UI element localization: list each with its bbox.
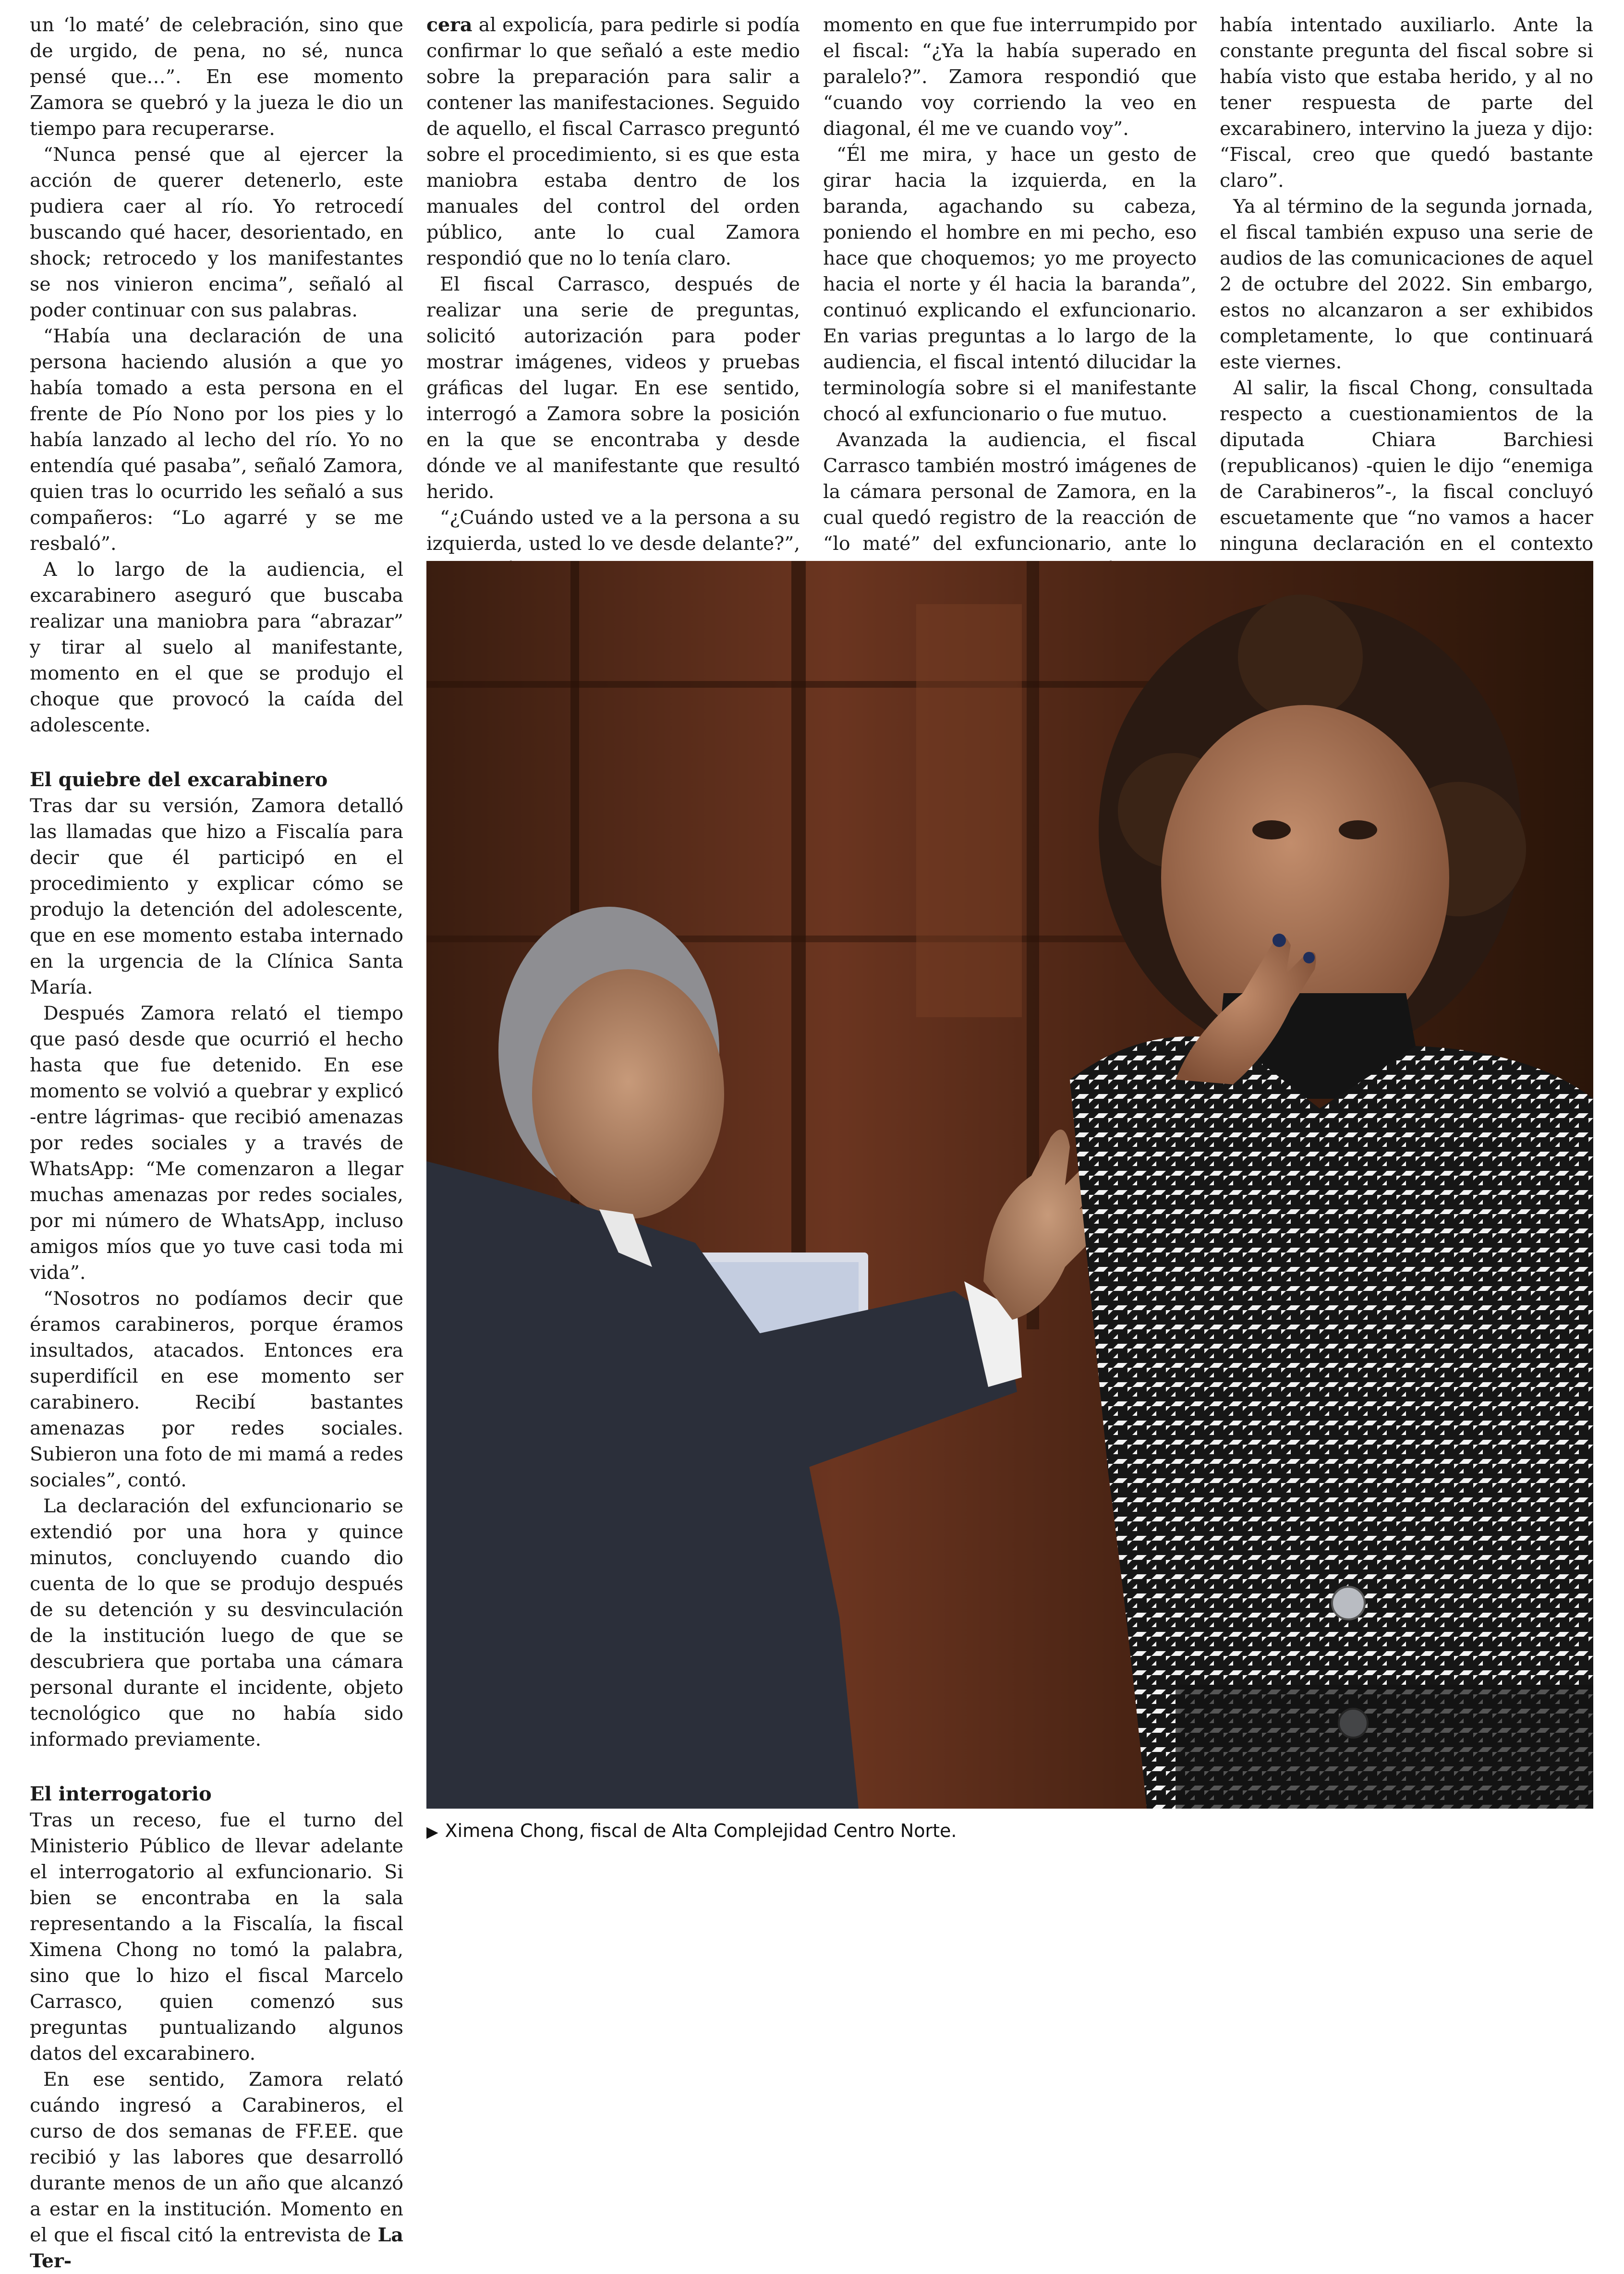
paragraph (426, 12, 800, 271)
paragraph: momento en que fue interrumpido por el fiscal: “¿Ya la había superado en paralelo?”. Zamora respondió que “cuando voy corriendo la veo en diagonal, él me ve cuando voy”. (823, 14, 1197, 140)
newspaper-name-bold: La Ter- (30, 2224, 403, 2272)
courtroom-photo (426, 561, 1593, 1809)
paragraph (30, 2067, 403, 2274)
paragraph: Después Zamora relató el tiempo que pasó desde que ocurrió el hecho hasta que fue detenido. En ese momento se volvió a quebrar y explicó -entre lágrimas- que recibió amenazas por redes sociales y a través de WhatsApp: “Me comenzaron a llegar muchas amenazas por redes sociales, por mi número de WhatsApp, incluso amigos míos que yo tuve casi toda mi vida”. (30, 1002, 403, 1284)
newspaper-name-bold: cera (426, 14, 473, 36)
paragraph: “¿Cuándo usted ve a la persona a su izquierda, usted lo ve desde delante?”, (426, 507, 800, 555)
paragraph: El fiscal Carrasco, después de realizar una serie de preguntas, solicitó autorización para poder mostrar imágenes, videos y pruebas gráficas del lugar. En ese sentido, interrogó a Zamora sobre la posición en la que se encontraba y desde dónde ve al manifestante que resultó herido. (426, 273, 800, 503)
section-heading: El interrogatorio (30, 1783, 212, 1805)
paragraph: Tras un receso, fue el turno del Ministerio Público de llevar adelante el interrogatorio al exfuncionario. Si bien se encontraba en la sala representando a la Fiscalía, la fiscal Ximena Chong no tomó la palabra, sino que lo hizo el fiscal Marcelo Carrasco, quien comenzó sus preguntas puntualizando algunos datos del excarabinero. (30, 1809, 403, 2065)
paragraph: La declaración del exfuncionario se extendió por una hora y quince minutos, concluyendo cuando dio cuenta de lo que se produjo después de su detención y su desvinculación de la institución luego de que se descubriera que portaba una cámara personal durante el incidente, objeto tecnológico que no había sido informado previamente. (30, 1495, 403, 1751)
caption-text: Ximena Chong, fiscal de Alta Complejidad Centro Norte. (445, 1820, 957, 1841)
section-heading: El quiebre del excarabinero (30, 768, 328, 791)
caption-arrow-icon: ▶ (426, 1823, 438, 1841)
paragraph: “Nunca pensé que al ejercer la acción de querer detenerlo, este pudiera caer al río. Yo retrocedí buscando qué hacer, desorientado, en shock; retrocedo y los manifestantes se nos vinieron encima”, señaló al poder continuar con sus palabras. (30, 144, 403, 321)
article-column-3 (823, 12, 1197, 583)
courtroom-photo-illustration (426, 561, 1593, 1809)
paragraph-text: al expolicía, para pedirle si podía confirmar lo que señaló a este medio sobre la preparación para salir a contener las manifestaciones. Seguido de aquello, el fiscal Carrasco preguntó sobre el procedimiento, si es que esta maniobra estaba dentro de los manuales del control del orden público, ante lo cual Zamora respondió que no lo tenía claro. (426, 14, 800, 269)
paragraph: un ‘lo maté’ de celebración, sino que de urgido, de pena, no sé, nunca pensé que…”. En ese momento Zamora se quebró y la jueza le dio un tiempo para recuperarse. (30, 14, 403, 140)
paragraph: había intentado auxiliarlo. Ante la constante pregunta del fiscal sobre si había visto que estaba herido, y al no tener respuesta de parte del excarabinero, intervino la jueza y dijo: “Fiscal, creo que quedó bastante claro”. (1220, 14, 1593, 192)
paragraph: “Había una declaración de una persona haciendo alusión a que yo había tomado a esta persona en el frente de Pío Nono por los pies y lo había lanzado al lecho del río. Yo no entendía qué pasaba”, señaló Zamora, quien tras lo ocurrido les señaló a sus compañeros: “Lo agarré y se me resbaló”. (30, 325, 403, 555)
article-column-1 (30, 12, 403, 2274)
article-column-2 (426, 12, 800, 634)
photo-caption (426, 1818, 1593, 1844)
paragraph: “Nosotros no podíamos decir que éramos carabineros, porque éramos insultados, atacados. Entonces era superdifícil en ese momento ser carabinero. Recibí bastantes amenazas por redes sociales. Subieron una foto de mi mamá a redes sociales”, contó. (30, 1288, 403, 1491)
paragraph: “Él me mira, y hace un gesto de girar hacia la izquierda, en la baranda, agachando su cabeza, poniendo el hombre en mi pecho, eso hace que choquemos; yo me proyecto hacia el norte y él hacia la baranda”, continuó explicando el exfuncionario. En varias preguntas a lo largo de la audiencia, el fiscal intentó dilucidar la terminología sobre si el manifestante chocó al exfuncionario o fue mutuo. (823, 144, 1197, 425)
paragraph-text: En ese sentido, Zamora relató cuándo ingresó a Carabineros, el curso de dos semanas de FF.EE. que recibió y las labores que desarrolló durante menos de un año que alcanzó a estar en la institución. Momento en el que el fiscal citó la entrevista de (30, 2068, 403, 2246)
paragraph: Ya al término de la segunda jornada, el fiscal también expuso una serie de audios de las comunicaciones de aquel 2 de octubre del 2022. Sin embargo, estos no alcanzaron a ser exhibidos completamente, lo que continuará este viernes. (1220, 195, 1593, 373)
paragraph: Tras dar su versión, Zamora detalló las llamadas que hizo a Fiscalía para decir que él participó en el procedimiento y explicar cómo se produjo la detención del adolescente, que en ese momento estaba internado en la urgencia de la Clínica Santa María. (30, 795, 403, 998)
paragraph-text: Al salir, la fiscal Chong, consultada respecto a cuestionamientos de la diputada Chiara Barchiesi (republicanos) -quien le dijo “enemiga de Carabineros”-, la fiscal concluyó escuetamente que “no vamos a hacer ninguna declaración en el contexto (1220, 377, 1593, 555)
paragraph: Avanzada la audiencia, el fiscal Carrasco también mostró imágenes de la cámara personal de Zamora, en la cual quedó registro de la reacción de “lo maté” del exfuncionario, ante lo (823, 429, 1197, 555)
paragraph: A lo largo de la audiencia, el excarabinero aseguró que buscaba realizar una maniobra para “abrazar” y tirar al suelo al manifestante, momento en el que se produjo el choque que provocó la caída del adolescente. (30, 559, 403, 736)
